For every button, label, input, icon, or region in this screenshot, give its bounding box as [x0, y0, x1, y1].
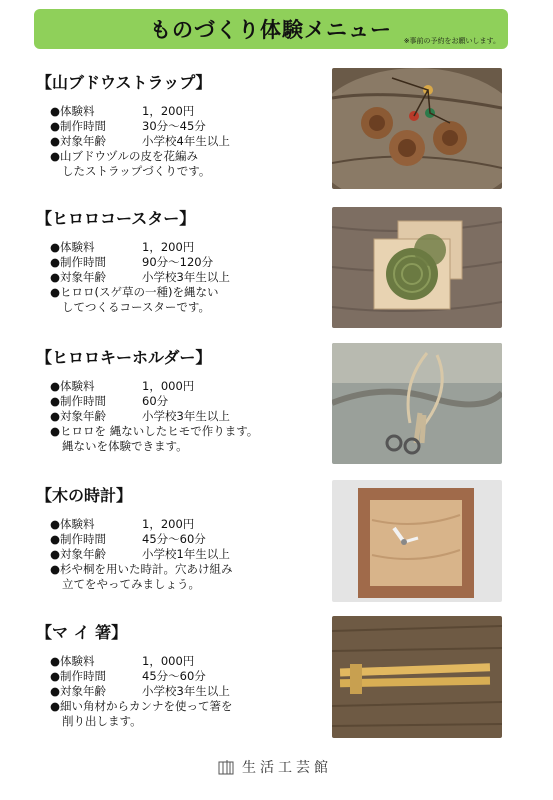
coaster-photo: [332, 207, 502, 328]
time-label: ●制作時間: [50, 394, 107, 408]
item-title: 【マ イ 箸】: [36, 623, 128, 642]
description-line: ●細い角材からカンナを使って箸を: [50, 699, 233, 713]
strap-photo: [332, 68, 502, 189]
time-label: ●制作時間: [50, 532, 107, 546]
fee-label: ●体験料: [50, 517, 95, 531]
building-logo-icon: [218, 759, 234, 775]
age-value: 小学校4年生以上: [142, 134, 230, 148]
org-name: 生活工芸館: [242, 760, 332, 776]
age-value: 小学校3年生以上: [142, 684, 230, 698]
keyholder-photo: [332, 343, 502, 464]
age-label: ●対象年齢: [50, 270, 107, 284]
description-line: ●杉や桐を用いた時計。穴あけ組み: [50, 562, 233, 576]
description-line: 縄ないを体験できます。: [62, 439, 188, 453]
reservation-note: ※事前の予約をお願いします。: [403, 37, 500, 45]
time-value: 45分～60分: [142, 532, 206, 546]
time-label: ●制作時間: [50, 119, 107, 133]
description-line: ●ヒロロを 縄ないしたヒモで作ります。: [50, 424, 259, 438]
fee-label: ●体験料: [50, 379, 95, 393]
item-title: 【ヒロロキーホルダー】: [36, 348, 212, 367]
fee-value: 1，000円: [142, 654, 195, 668]
fee-value: 1，200円: [142, 240, 195, 254]
clock-photo: [332, 480, 502, 602]
age-value: 小学校3年生以上: [142, 270, 230, 284]
description-line: したストラップづくりです。: [62, 164, 211, 178]
description-line: ●山ブドウヅルの皮を花編み: [50, 149, 199, 163]
age-label: ●対象年齢: [50, 547, 107, 561]
item-title: 【木の時計】: [36, 486, 133, 505]
fee-value: 1，200円: [142, 104, 195, 118]
time-value: 45分～60分: [142, 669, 206, 683]
description-line: ●ヒロロ(スゲ草の一種)を縄ない: [50, 285, 219, 299]
time-label: ●制作時間: [50, 255, 107, 269]
page-title: ものづくり体験メニュー: [150, 18, 392, 42]
age-label: ●対象年齢: [50, 409, 107, 423]
age-value: 小学校3年生以上: [142, 409, 230, 423]
time-value: 60分: [142, 394, 169, 408]
description-line: 立てをやってみましょう。: [62, 577, 200, 591]
item-title: 【ヒロロコースター】: [36, 209, 196, 228]
chopsticks-photo: [332, 616, 502, 738]
age-label: ●対象年齢: [50, 134, 107, 148]
description-line: 削り出します。: [62, 714, 142, 728]
age-value: 小学校1年生以上: [142, 547, 230, 561]
header-banner: [34, 9, 508, 49]
footer-org: [218, 757, 332, 777]
time-label: ●制作時間: [50, 669, 107, 683]
fee-value: 1，000円: [142, 379, 195, 393]
item-title: 【山ブドウストラップ】: [36, 73, 212, 92]
age-label: ●対象年齢: [50, 684, 107, 698]
fee-label: ●体験料: [50, 240, 95, 254]
fee-label: ●体験料: [50, 104, 95, 118]
description-line: してつくるコースターです。: [62, 300, 211, 314]
time-value: 90分～120分: [142, 255, 214, 269]
fee-value: 1，200円: [142, 517, 195, 531]
time-value: 30分～45分: [142, 119, 206, 133]
fee-label: ●体験料: [50, 654, 95, 668]
